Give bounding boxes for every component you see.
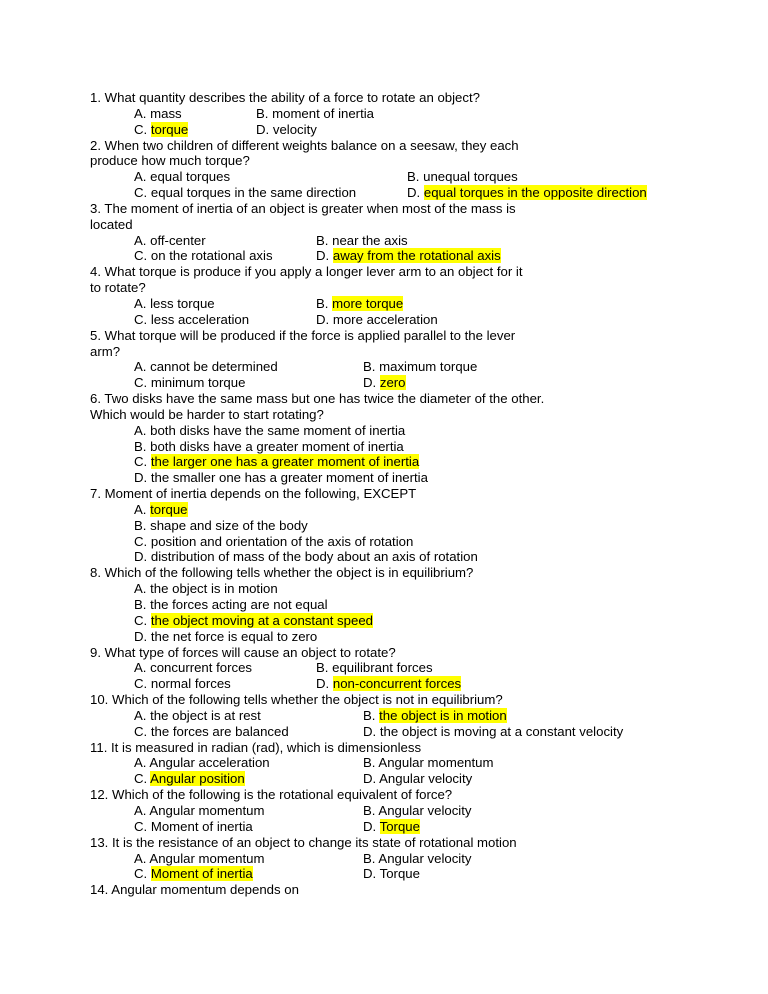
answer-option xyxy=(134,233,206,249)
option-letter: C. xyxy=(134,121,151,137)
option-text: less acceleration xyxy=(150,311,250,327)
answer-option xyxy=(134,454,419,470)
option-row xyxy=(134,470,690,486)
question-text: 10. Which of the following tells whether the object is not in equilibrium? xyxy=(90,692,503,708)
option-text: distribution of mass of the body about an axis of rotation xyxy=(150,549,478,565)
option-letter: A. xyxy=(134,295,151,311)
option-row xyxy=(134,549,690,565)
question-block xyxy=(90,201,690,264)
option-text: Angular momentum xyxy=(149,802,265,818)
answer-option xyxy=(134,502,188,518)
option-letter: B. xyxy=(134,597,151,612)
option-row xyxy=(134,502,690,518)
option-letter: A. xyxy=(134,501,151,517)
option-letter: C. xyxy=(134,612,151,628)
question-text: 4. What torque is produce if you apply a longer lever arm to an object for it xyxy=(90,264,523,280)
answer-option xyxy=(134,581,278,597)
option-letter: B. xyxy=(134,438,151,454)
option-text: normal forces xyxy=(150,676,231,692)
highlighted-answer-text: torque xyxy=(150,501,188,517)
answer-option xyxy=(256,106,374,122)
option-letter: A. xyxy=(134,850,150,866)
answer-option xyxy=(134,613,373,629)
answer-option xyxy=(363,359,477,375)
question-block xyxy=(90,692,690,740)
highlighted-answer-text: zero xyxy=(379,375,406,391)
option-text: equal torques in the same direction xyxy=(150,185,357,201)
option-row xyxy=(134,296,690,312)
option-text: equilibrant forces xyxy=(332,660,433,676)
option-letter: C. xyxy=(134,454,151,470)
option-letter: D. xyxy=(363,771,380,787)
question-block xyxy=(90,787,690,835)
option-text: Angular velocity xyxy=(378,850,472,866)
option-letter: A. xyxy=(134,660,151,676)
option-letter: D. xyxy=(363,818,380,834)
question-text: 1. What quantity describes the ability of a force to rotate an object? xyxy=(90,90,480,105)
option-row xyxy=(134,676,690,692)
question-block xyxy=(90,882,690,898)
option-letter: C. xyxy=(134,248,151,264)
option-letter: D. xyxy=(316,248,333,264)
answer-option xyxy=(316,660,433,676)
answer-option xyxy=(363,819,420,835)
answer-option xyxy=(363,866,420,882)
answer-option xyxy=(134,248,273,264)
answer-option xyxy=(134,470,428,486)
option-row xyxy=(134,169,690,185)
answer-option xyxy=(134,660,252,676)
option-letter: C. xyxy=(134,771,151,787)
option-letter: A. xyxy=(134,232,151,248)
question-text: to rotate? xyxy=(90,280,146,296)
answer-option xyxy=(134,629,317,645)
option-letter: C. xyxy=(134,818,151,834)
answer-option xyxy=(134,518,308,534)
option-row xyxy=(134,660,690,676)
highlighted-answer-text: the larger one has a greater moment of inertia xyxy=(150,454,420,470)
option-letter: D. xyxy=(134,549,151,565)
answer-option xyxy=(134,106,182,122)
option-letter: D. xyxy=(256,121,273,137)
option-text: the forces are balanced xyxy=(150,723,289,739)
option-row xyxy=(134,851,690,867)
answer-option xyxy=(134,375,245,391)
option-text: on the rotational axis xyxy=(150,248,273,264)
option-row xyxy=(134,724,690,740)
option-text: maximum torque xyxy=(379,359,478,375)
option-text: the smaller one has a greater moment of inertia xyxy=(150,470,428,486)
option-text: less torque xyxy=(150,295,215,311)
option-letter: B. xyxy=(316,295,333,311)
option-row xyxy=(134,359,690,375)
question-text: 13. It is the resistance of an object to change its state of rotational motion xyxy=(90,834,517,850)
highlighted-answer-text: Angular position xyxy=(150,771,245,787)
option-row xyxy=(134,248,690,264)
option-letter: B. xyxy=(363,802,379,818)
option-letter: C. xyxy=(134,866,151,882)
answer-option xyxy=(134,676,231,692)
option-row xyxy=(134,803,690,819)
option-letter: D. xyxy=(363,723,380,739)
option-text: the net force is equal to zero xyxy=(150,628,318,644)
answer-option xyxy=(316,296,403,312)
option-text: the object is in motion xyxy=(150,581,278,597)
answer-option xyxy=(363,851,472,867)
option-text: the object is at rest xyxy=(150,707,261,723)
option-row xyxy=(134,819,690,835)
option-text: more acceleration xyxy=(332,311,438,327)
question-text: 9. What type of forces will cause an object to rotate? xyxy=(90,644,396,660)
option-row xyxy=(134,597,690,613)
option-letter: D. xyxy=(316,676,333,692)
option-letter: B. xyxy=(316,232,333,248)
option-letter: D. xyxy=(134,470,151,486)
option-letter: A. xyxy=(134,707,151,723)
option-letter: B. xyxy=(256,105,273,121)
option-text: both disks have a greater moment of inertia xyxy=(150,438,404,454)
highlighted-answer-text: torque xyxy=(150,121,189,137)
option-text: equal torques xyxy=(150,169,231,185)
question-list xyxy=(90,90,690,898)
option-letter: A. xyxy=(134,755,150,771)
option-letter: B. xyxy=(134,517,151,533)
answer-option xyxy=(134,708,261,724)
answer-option xyxy=(134,851,264,867)
answer-option xyxy=(407,169,518,185)
answer-option xyxy=(363,755,493,771)
option-text: unequal torques xyxy=(423,169,518,185)
question-text: Which would be harder to start rotating? xyxy=(90,406,324,422)
option-row xyxy=(134,629,690,645)
highlighted-answer-text: Torque xyxy=(379,818,420,834)
option-letter: B. xyxy=(363,707,380,723)
question-block xyxy=(90,138,690,201)
question-block xyxy=(90,328,690,391)
question-text: 6. Two disks have the same mass but one has twice the diameter of the other. xyxy=(90,391,545,407)
question-text: 11. It is measured in radian (rad), which is dimensionless xyxy=(90,739,422,755)
option-text: minimum torque xyxy=(150,375,246,391)
answer-option xyxy=(316,312,438,328)
option-row xyxy=(134,423,690,439)
option-text: Angular momentum xyxy=(149,850,265,866)
answer-option xyxy=(134,803,264,819)
answer-option xyxy=(363,708,507,724)
answer-option xyxy=(134,185,356,201)
option-text: mass xyxy=(150,105,182,121)
option-text: both disks have the same moment of inertia xyxy=(150,422,406,438)
answer-option xyxy=(134,866,253,882)
answer-option xyxy=(134,122,188,138)
answer-option xyxy=(363,771,472,787)
option-row xyxy=(134,375,690,391)
answer-option xyxy=(316,676,461,692)
highlighted-answer-text: equal torques in the opposite direction xyxy=(423,185,647,201)
option-letter: B. xyxy=(407,169,424,185)
answer-option xyxy=(134,534,413,550)
answer-option xyxy=(363,724,623,740)
option-text: Torque xyxy=(379,866,420,882)
option-letter: D. xyxy=(134,628,151,644)
answer-option xyxy=(134,439,404,455)
answer-option xyxy=(134,296,215,312)
answer-option xyxy=(134,724,289,740)
answer-option xyxy=(363,803,472,819)
option-row xyxy=(134,613,690,629)
option-letter: A. xyxy=(134,105,151,121)
question-block xyxy=(90,645,690,693)
option-letter: A. xyxy=(134,359,151,375)
option-text: moment of inertia xyxy=(272,105,375,121)
question-block xyxy=(90,835,690,883)
option-letter: C. xyxy=(134,723,151,739)
question-text: 7. Moment of inertia depends on the following, EXCEPT xyxy=(90,486,417,502)
question-block xyxy=(90,264,690,327)
option-row xyxy=(134,233,690,249)
question-text: produce how much torque? xyxy=(90,153,250,169)
option-letter: D. xyxy=(316,311,333,327)
highlighted-answer-text: away from the rotational axis xyxy=(332,248,501,264)
option-row xyxy=(134,185,690,201)
option-text: Angular acceleration xyxy=(149,755,270,771)
option-row xyxy=(134,439,690,455)
option-text: off-center xyxy=(150,232,206,248)
highlighted-answer-text: more torque xyxy=(332,295,404,311)
option-letter: A. xyxy=(134,581,151,597)
highlighted-answer-text: the object is in motion xyxy=(379,707,507,723)
option-text: cannot be determined xyxy=(150,359,278,375)
question-text: 12. Which of the following is the rotational equivalent of force? xyxy=(90,787,453,803)
option-text: the object is moving at a constant velocity xyxy=(379,723,624,739)
option-letter: A. xyxy=(134,422,151,438)
answer-option xyxy=(134,755,270,771)
answer-option xyxy=(134,771,245,787)
option-text: Angular velocity xyxy=(378,802,472,818)
option-letter: C. xyxy=(134,533,151,549)
answer-option xyxy=(316,233,408,249)
answer-option xyxy=(134,423,405,439)
option-letter: A. xyxy=(134,169,151,185)
answer-option xyxy=(316,248,501,264)
option-row xyxy=(134,771,690,787)
answer-option xyxy=(134,819,253,835)
question-text: 2. When two children of different weights balance on a seesaw, they each xyxy=(90,137,519,153)
question-block xyxy=(90,391,690,486)
answer-option xyxy=(363,375,406,391)
option-text: Moment of inertia xyxy=(150,818,253,834)
option-row xyxy=(134,866,690,882)
option-text: Angular velocity xyxy=(379,771,473,787)
question-block xyxy=(90,740,690,788)
option-text: the forces acting are not equal xyxy=(150,597,328,612)
option-row xyxy=(134,312,690,328)
option-text: shape and size of the body xyxy=(150,517,308,533)
option-row xyxy=(134,581,690,597)
answer-option xyxy=(134,312,249,328)
option-text: Angular momentum xyxy=(378,755,494,771)
highlighted-answer-text: Moment of inertia xyxy=(150,866,253,882)
answer-option xyxy=(134,549,478,565)
option-letter: D. xyxy=(407,185,424,201)
answer-option xyxy=(134,359,278,375)
answer-option xyxy=(256,122,317,138)
question-block xyxy=(90,486,690,565)
question-text: 8. Which of the following tells whether the object is in equilibrium? xyxy=(90,565,474,581)
option-letter: D. xyxy=(363,866,380,882)
option-row xyxy=(134,122,690,138)
option-text: concurrent forces xyxy=(150,660,253,676)
option-text: velocity xyxy=(272,121,317,137)
option-row xyxy=(134,106,690,122)
question-text: arm? xyxy=(90,343,121,359)
option-letter: B. xyxy=(363,850,379,866)
option-row xyxy=(134,518,690,534)
option-letter: D. xyxy=(363,375,380,391)
option-letter: C. xyxy=(134,185,151,201)
option-letter: C. xyxy=(134,375,151,391)
answer-option xyxy=(407,185,647,201)
option-letter: C. xyxy=(134,676,151,692)
option-letter: B. xyxy=(363,755,379,771)
option-row xyxy=(134,454,690,470)
question-text: located xyxy=(90,216,133,232)
answer-option xyxy=(134,169,230,185)
question-block xyxy=(90,90,690,138)
question-text: 5. What torque will be produced if the force is applied parallel to the lever xyxy=(90,327,516,343)
highlighted-answer-text: the object moving at a constant speed xyxy=(150,612,373,628)
option-letter: A. xyxy=(134,802,150,818)
option-text: position and orientation of the axis of rotation xyxy=(150,533,414,549)
option-text: near the axis xyxy=(332,232,408,248)
answer-option xyxy=(134,597,328,613)
option-row xyxy=(134,755,690,771)
highlighted-answer-text: non-concurrent forces xyxy=(332,676,462,692)
option-row xyxy=(134,534,690,550)
option-letter: C. xyxy=(134,311,151,327)
question-text: 14. Angular momentum depends on xyxy=(90,882,299,898)
option-row xyxy=(134,708,690,724)
option-letter: B. xyxy=(363,359,380,375)
question-text: 3. The moment of inertia of an object is greater when most of the mass is xyxy=(90,200,516,216)
question-block xyxy=(90,565,690,644)
option-letter: B. xyxy=(316,660,333,676)
